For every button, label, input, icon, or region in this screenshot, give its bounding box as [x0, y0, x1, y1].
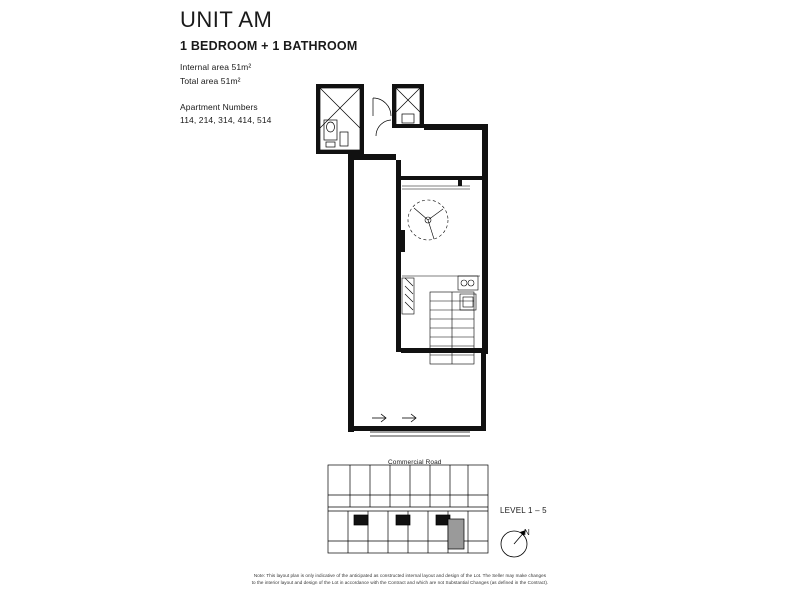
keyplan-road-label: Commercial Road — [388, 459, 442, 466]
total-area-text: Total area 51m² — [180, 76, 241, 87]
floor-plan-drawing — [310, 80, 510, 450]
disclaimer — [0, 572, 800, 586]
stair-detail — [430, 292, 474, 364]
north-indicator — [498, 522, 542, 562]
apartment-numbers-label: Apartment Numbers — [180, 102, 258, 113]
apartment-numbers-value: 114, 214, 314, 414, 514 — [180, 115, 272, 126]
disclaimer-line-1: Note: This layout plan is only indicative of the anticipated as constructed internal layout and design of the Lot. The Seller may make changes — [253, 573, 547, 578]
north-letter: N — [524, 528, 530, 537]
north-arrow-icon — [498, 522, 542, 562]
floor-plan-svg — [310, 80, 510, 450]
page-title: UNIT AM — [180, 7, 273, 32]
level-label: LEVEL 1 – 5 — [500, 506, 547, 515]
disclaimer-line-2: to the interior layout and design of the Lot in accordance with the Contract and which are not Substantial Changes (as defined in the Contract). — [251, 580, 549, 586]
walls — [316, 84, 488, 432]
highlighted-unit — [448, 519, 464, 549]
internal-area-text: Internal area 51m² — [180, 62, 252, 73]
unit-subtitle: 1 BEDROOM + 1 BATHROOM — [180, 39, 358, 54]
